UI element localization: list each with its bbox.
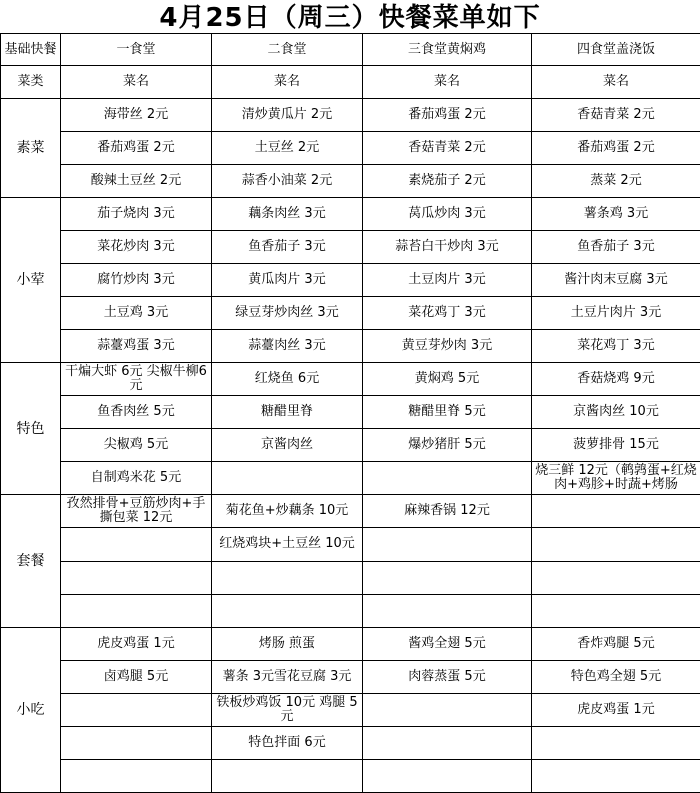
menu-table [0, 33, 700, 793]
dish-cell [363, 528, 532, 561]
dish-cell: 番茄鸡蛋 2元 [532, 132, 700, 165]
table-row [1, 264, 700, 297]
dish-cell: 番茄鸡蛋 2元 [61, 132, 212, 165]
dish-cell: 酱鸡全翅 5元 [363, 627, 532, 660]
dish-cell [61, 726, 212, 759]
table-row [1, 297, 700, 330]
dish-cell: 红烧鸡块+土豆丝 10元 [212, 528, 363, 561]
table-row [1, 165, 700, 198]
dish-cell: 特色拌面 6元 [212, 726, 363, 759]
dish-cell: 虎皮鸡蛋 1元 [532, 693, 700, 726]
dish-cell [363, 462, 532, 495]
dish-cell [212, 462, 363, 495]
dish-name-header: 菜名 [61, 66, 212, 99]
table-row [1, 627, 700, 660]
subheader-row [1, 66, 700, 99]
dish-name-header: 菜名 [212, 66, 363, 99]
canteen-header: 二食堂 [212, 34, 363, 66]
dish-cell [61, 561, 212, 594]
category-cell: 套餐 [1, 495, 61, 627]
dish-cell [363, 759, 532, 792]
dish-cell: 黄焖鸡 5元 [363, 363, 532, 396]
table-row [1, 693, 700, 726]
dish-cell: 素烧茄子 2元 [363, 165, 532, 198]
dish-cell: 黄瓜肉片 3元 [212, 264, 363, 297]
dish-cell [212, 594, 363, 627]
dish-cell [532, 495, 700, 528]
table-row [1, 396, 700, 429]
dish-cell: 自制鸡米花 5元 [61, 462, 212, 495]
dish-cell: 烤肠 煎蛋 [212, 627, 363, 660]
dish-cell: 尖椒鸡 5元 [61, 429, 212, 462]
category-cell: 小吃 [1, 627, 61, 792]
dish-cell: 薯条 3元雪花豆腐 3元 [212, 660, 363, 693]
dish-cell: 鱼香茄子 3元 [532, 231, 700, 264]
category-header: 菜类 [1, 66, 61, 99]
dish-cell [363, 693, 532, 726]
dish-cell: 特色鸡全翅 5元 [532, 660, 700, 693]
dish-cell [212, 561, 363, 594]
table-row [1, 594, 700, 627]
table-row [1, 528, 700, 561]
dish-cell [61, 528, 212, 561]
dish-cell: 卤鸡腿 5元 [61, 660, 212, 693]
dish-cell: 蒸菜 2元 [532, 165, 700, 198]
dish-cell: 藕条肉丝 3元 [212, 198, 363, 231]
dish-cell: 干煸大虾 6元 尖椒牛柳6元 [61, 363, 212, 396]
dish-cell [532, 759, 700, 792]
dish-cell: 京酱肉丝 10元 [532, 396, 700, 429]
dish-cell: 香菇青菜 2元 [363, 132, 532, 165]
table-row [1, 429, 700, 462]
dish-cell: 黄豆芽炒肉 3元 [363, 330, 532, 363]
table-row [1, 660, 700, 693]
dish-cell: 蒜苔白干炒肉 3元 [363, 231, 532, 264]
category-cell: 小荤 [1, 198, 61, 363]
dish-cell: 香菇烧鸡 9元 [532, 363, 700, 396]
dish-cell [363, 561, 532, 594]
dish-cell: 肉蓉蒸蛋 5元 [363, 660, 532, 693]
dish-cell [532, 594, 700, 627]
table-row [1, 198, 700, 231]
dish-name-header: 菜名 [363, 66, 532, 99]
dish-cell [532, 528, 700, 561]
dish-cell: 酸辣土豆丝 2元 [61, 165, 212, 198]
table-row [1, 231, 700, 264]
dish-cell: 清炒黄瓜片 2元 [212, 99, 363, 132]
dish-cell: 香菇青菜 2元 [532, 99, 700, 132]
table-row [1, 561, 700, 594]
dish-cell [61, 594, 212, 627]
dish-cell: 香炸鸡腿 5元 [532, 627, 700, 660]
page-title: 4月25日（周三）快餐菜单如下 [159, 3, 541, 33]
corner-header: 基础快餐 [1, 34, 61, 66]
dish-cell: 海带丝 2元 [61, 99, 212, 132]
dish-cell: 莴瓜炒肉 3元 [363, 198, 532, 231]
table-row [1, 99, 700, 132]
dish-cell [363, 594, 532, 627]
dish-cell: 虎皮鸡蛋 1元 [61, 627, 212, 660]
canteen-header: 三食堂黄焖鸡 [363, 34, 532, 66]
dish-cell: 京酱肉丝 [212, 429, 363, 462]
dish-cell: 孜然排骨+豆筋炒肉+手撕包菜 12元 [61, 495, 212, 528]
header-row [1, 34, 700, 66]
dish-cell: 菊花鱼+炒藕条 10元 [212, 495, 363, 528]
dish-cell [61, 759, 212, 792]
table-row [1, 132, 700, 165]
dish-cell [532, 726, 700, 759]
dish-cell: 菜花鸡丁 3元 [363, 297, 532, 330]
dish-cell: 番茄鸡蛋 2元 [363, 99, 532, 132]
dish-cell [212, 759, 363, 792]
dish-cell: 铁板炒鸡饭 10元 鸡腿 5元 [212, 693, 363, 726]
dish-cell: 鱼香肉丝 5元 [61, 396, 212, 429]
dish-cell: 糖醋里脊 5元 [363, 396, 532, 429]
dish-cell: 土豆丝 2元 [212, 132, 363, 165]
dish-name-header: 菜名 [532, 66, 700, 99]
dish-cell [532, 561, 700, 594]
dish-cell: 菜花炒肉 3元 [61, 231, 212, 264]
table-row [1, 759, 700, 792]
dish-cell: 土豆片肉片 3元 [532, 297, 700, 330]
dish-cell: 土豆肉片 3元 [363, 264, 532, 297]
dish-cell: 绿豆芽炒肉丝 3元 [212, 297, 363, 330]
table-row [1, 462, 700, 495]
dish-cell: 糖醋里脊 [212, 396, 363, 429]
dish-cell: 蒜薹鸡蛋 3元 [61, 330, 212, 363]
category-cell: 特色 [1, 363, 61, 495]
dish-cell: 蒜香小油菜 2元 [212, 165, 363, 198]
dish-cell: 麻辣香锅 12元 [363, 495, 532, 528]
dish-cell: 菠萝排骨 15元 [532, 429, 700, 462]
dish-cell: 酱汁肉末豆腐 3元 [532, 264, 700, 297]
dish-cell: 烧三鲜 12元（鹌鹑蛋+红烧肉+鸡胗+时蔬+烤肠 [532, 462, 700, 495]
dish-cell [61, 693, 212, 726]
dish-cell: 薯条鸡 3元 [532, 198, 700, 231]
table-row [1, 363, 700, 396]
dish-cell: 土豆鸡 3元 [61, 297, 212, 330]
dish-cell: 爆炒猪肝 5元 [363, 429, 532, 462]
dish-cell: 红烧鱼 6元 [212, 363, 363, 396]
table-row [1, 495, 700, 528]
dish-cell: 茄子烧肉 3元 [61, 198, 212, 231]
dish-cell: 鱼香茄子 3元 [212, 231, 363, 264]
dish-cell [363, 726, 532, 759]
table-row [1, 330, 700, 363]
canteen-header: 四食堂盖浇饭 [532, 34, 700, 66]
dish-cell: 菜花鸡丁 3元 [532, 330, 700, 363]
category-cell: 素菜 [1, 99, 61, 198]
dish-cell: 腐竹炒肉 3元 [61, 264, 212, 297]
canteen-header: 一食堂 [61, 34, 212, 66]
table-row [1, 726, 700, 759]
dish-cell: 蒜薹肉丝 3元 [212, 330, 363, 363]
